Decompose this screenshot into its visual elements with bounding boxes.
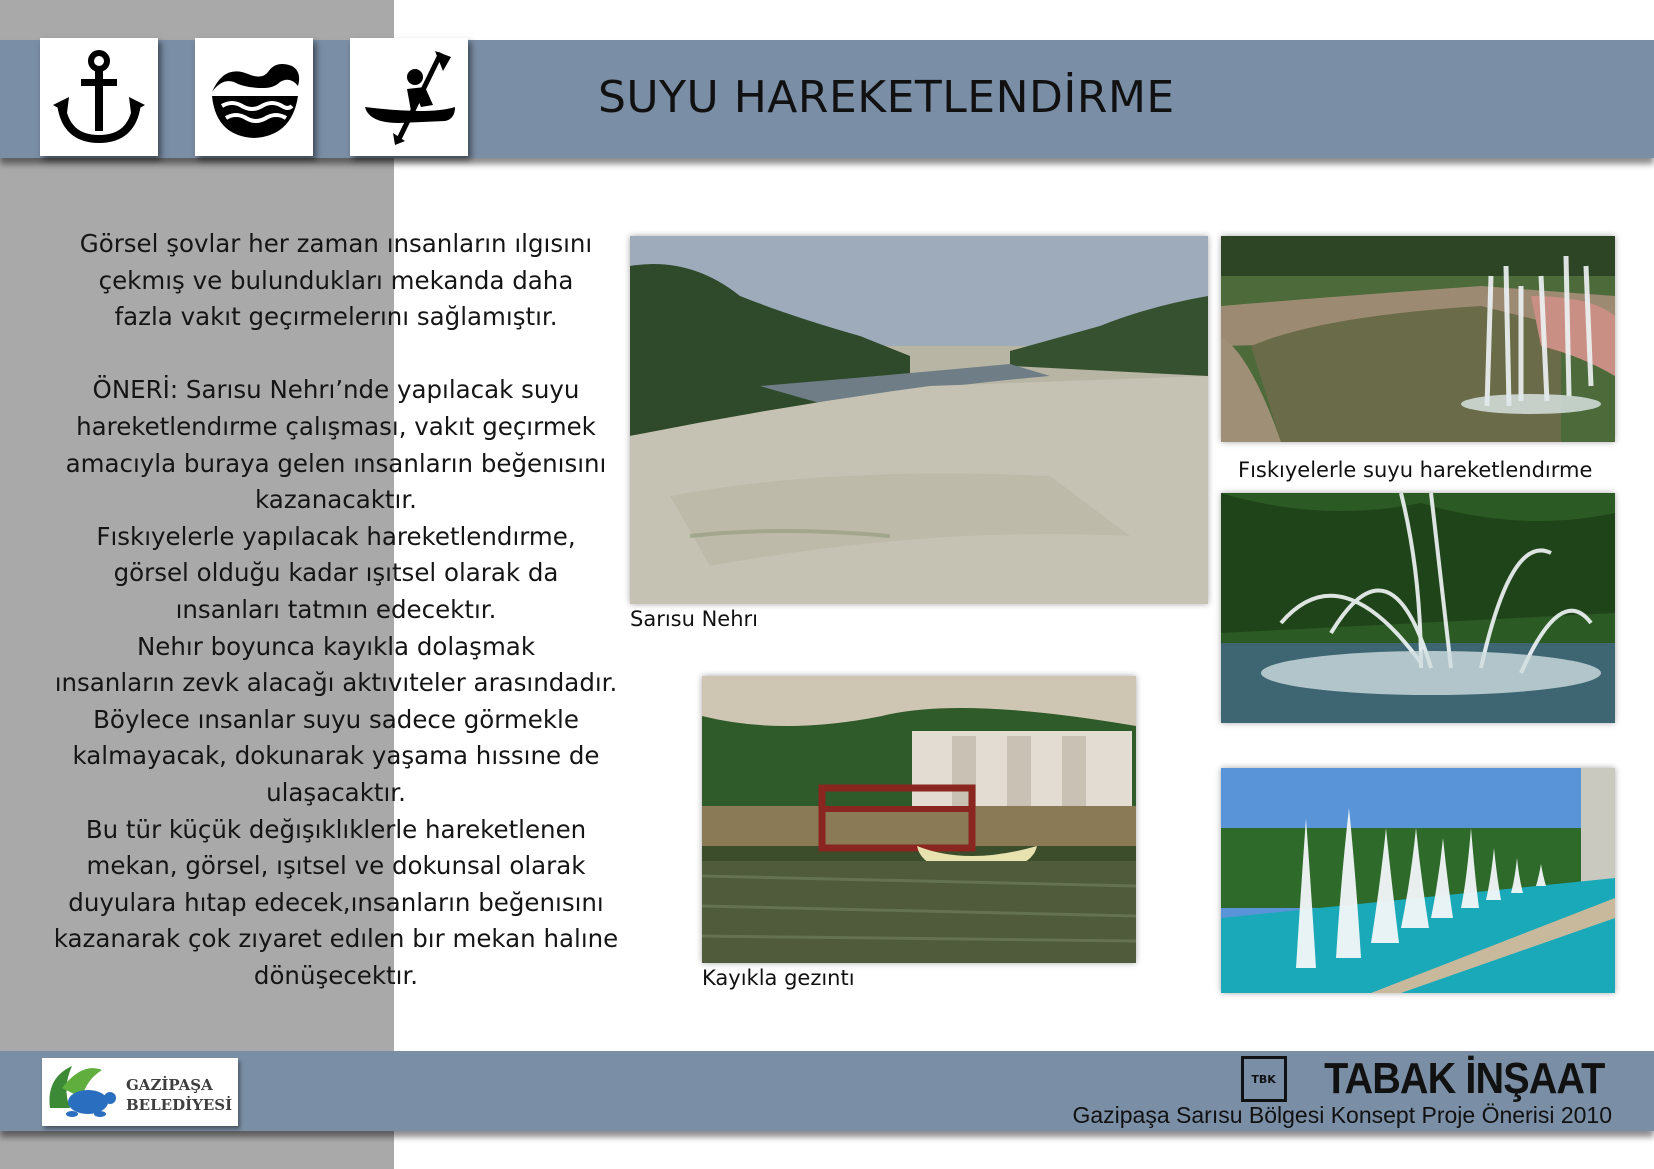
body-line: Görsel şovlar her zaman ınsanların ılgısını: [79, 229, 593, 258]
body-line: Nehır boyunca kayıkla dolaşmak: [136, 631, 536, 661]
body-line: mekan, görsel, ışıtsel ve dokunsal olarak: [86, 851, 586, 881]
body-line: çekmış ve bulundukları mekanda daha: [98, 265, 574, 295]
municipality-logo: [42, 1058, 238, 1126]
body-line: Bu tür küçük değışıklıklerle hareketlenen: [85, 814, 587, 844]
kayak-icon-box: [350, 38, 468, 156]
body-line: kazanacaktır.: [255, 485, 417, 515]
company-mark: TBK: [1241, 1056, 1287, 1102]
company-name: TABAK İNŞAAT: [1323, 1054, 1604, 1103]
municipality-name-line1: GAZİPAŞA: [126, 1076, 213, 1094]
company-logo: [1241, 1054, 1604, 1104]
body-line: hareketlendırme çalışması, vakıt geçırmek: [76, 411, 596, 441]
body-line: kalmayacak, dokunarak yaşama hıssıne de: [72, 741, 600, 771]
river-caption: Sarısu Nehrı: [630, 607, 758, 631]
municipality-name-line2: BELEDİYESİ: [126, 1096, 233, 1114]
body-line: Fıskıyelerle yapılacak hareketlendırme,: [96, 521, 576, 551]
body-line: ulaşacaktır.: [266, 777, 406, 807]
body-line: ınsanların zevk alacağı aktıvıteler arasındadır.: [54, 668, 618, 698]
turtle-leaf-icon: [42, 1058, 122, 1126]
body-line: ÖNERİ: Sarısu Nehrı’nde yapılacak suyu: [92, 375, 580, 405]
boat-photo: [702, 676, 1136, 963]
fountain-row-photo: [1221, 768, 1615, 993]
body-gap: [36, 336, 636, 373]
river-photo: [630, 236, 1208, 604]
body-line: dönüşecektır.: [253, 960, 419, 990]
fountain-spray-photo: [1221, 493, 1615, 723]
kayak-icon: [359, 49, 459, 145]
body-line: ınsanları tatmın edecektır.: [175, 594, 497, 624]
body-text: [36, 226, 636, 994]
body-line: Böylece ınsanlar suyu sadece görmekle: [93, 704, 579, 734]
body-line: duyulara hıtap edecek,ınsanların beğenısını: [68, 887, 604, 917]
waves-icon-box: [195, 38, 313, 156]
page-title: SUYU HAREKETLENDİRME: [598, 72, 1175, 123]
fountains-caption: Fıskıyelerle suyu hareketlendırme: [1238, 458, 1593, 482]
boat-caption: Kayıkla gezıntı: [702, 966, 855, 990]
project-footer-text: Gazipaşa Sarısu Bölgesi Konsept Proje Önerisi 2010: [1072, 1102, 1612, 1128]
body-line: amacıyla buraya gelen ınsanların beğenısını: [65, 448, 607, 478]
body-line: kazanarak çok zıyaret edılen bır mekan halıne: [53, 924, 619, 954]
fountain-pool-photo: [1221, 236, 1615, 442]
anchor-icon-box: [40, 38, 158, 156]
waves-icon: [204, 52, 304, 142]
body-line: görsel olduğu kadar ışıtsel olarak da: [113, 558, 559, 588]
anchor-icon: [51, 47, 147, 147]
body-line: fazla vakıt geçırmelerını sağlamıştır.: [114, 302, 558, 332]
